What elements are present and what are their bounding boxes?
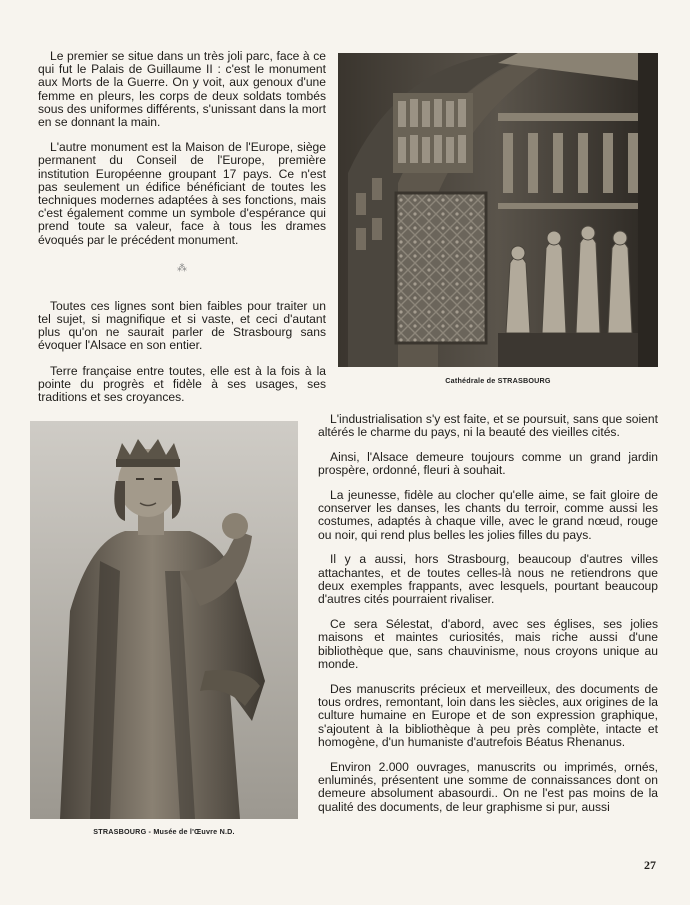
paragraph: Ce sera Sélestat, d'abord, avec ses églises, ses jolies maisons et maintes curiosités, mais riche aussi d'une bibliothèque que, sans chauvinisme, nous croyons unique au monde. bbox=[318, 616, 658, 672]
right-text-column bbox=[318, 413, 658, 825]
paragraph: La jeunesse, fidèle au clocher qu'elle aime, se fait gloire de conserver les danses, les chants du terroir, comme aussi les costumes, adaptés à chaque ville, avec le grand nœud, rouge ou noir, qui rend plus belles les jolies filles du pays. bbox=[318, 487, 658, 542]
paragraph: Il y a aussi, hors Strasbourg, beaucoup d'autres villes attachantes, et de toutes celles-là nous ne retiendrons que deux exemples frappants, avec lesquels, pourtant beaucoup d'autres cités pourraient rivaliser. bbox=[318, 552, 658, 607]
paragraph: L'autre monument est la Maison de l'Europe, siège permanent du Conseil de l'Europe, première institution Européenne groupant 17 pays. Ce n'est pas seulement un édifice bénéficiant de toutes les techniques modernes adaptées à ses fonctions, mais c'est également comme un symbole d'espérance qui prend toute sa valeur, face à tous les drames évoqués par le précédent monument. bbox=[38, 140, 326, 247]
cathedral-caption: Cathédrale de STRASBOURG bbox=[445, 376, 551, 385]
paragraph: Des manuscrits précieux et merveilleux, des documents de tous ordres, remontant, loin dans les siècles, aux origines de la culture humaine en Europe et de son expression graphique, s'ajoutent à la bibliothèque à peu près complète, intacte et homogène, d'un humaniste d'autrefois Béatus Rhenanus. bbox=[318, 681, 658, 750]
paragraph: Environ 2.000 ouvrages, manuscrits ou imprimés, ornés, enluminés, présentent une somme de connaissances dont on demeure absolument abasourdi.. On ne l'est pas moins de la qualité des documents, de leur graphisme si pur, aussi bbox=[318, 759, 658, 814]
king-statue-photo bbox=[30, 421, 298, 819]
statue-caption: STRASBOURG - Musée de l'Œuvre N.D. bbox=[93, 827, 235, 836]
left-text-column bbox=[38, 50, 326, 416]
paragraph: Terre française entre toutes, elle est à la fois à la pointe du progrès et fidèle à ses usages, ses traditions et ses croyances. bbox=[38, 363, 326, 405]
paragraph: Le premier se situe dans un très joli parc, face à ce qui fut le Palais de Guillaume II : c'est le monument aux Morts de la Guerre. On y voit, aux genoux d'une femme en pleurs, les corps de deux soldats tombés sous des uniformes différents, s'unissant dans la mort en se donnant la main. bbox=[38, 49, 326, 130]
section-separator: ⁂ bbox=[177, 262, 187, 274]
cathedral-portal-photo bbox=[338, 53, 658, 367]
page-number: 27 bbox=[644, 858, 656, 872]
paragraph: L'industrialisation s'y est faite, et se poursuit, sans que soient altérés le charme du pays, ni la beauté des vieilles cités. bbox=[318, 412, 658, 440]
paragraph: Toutes ces lignes sont bien faibles pour traiter un tel sujet, si magnifique et si vaste, et ceci d'autant plus qu'on ne saurait parler de Strasbourg sans évoquer l'Alsace en son entier. bbox=[38, 298, 326, 353]
paragraph: Ainsi, l'Alsace demeure toujours comme un grand jardin prospère, ordonné, fleuri à souhait. bbox=[318, 449, 658, 478]
